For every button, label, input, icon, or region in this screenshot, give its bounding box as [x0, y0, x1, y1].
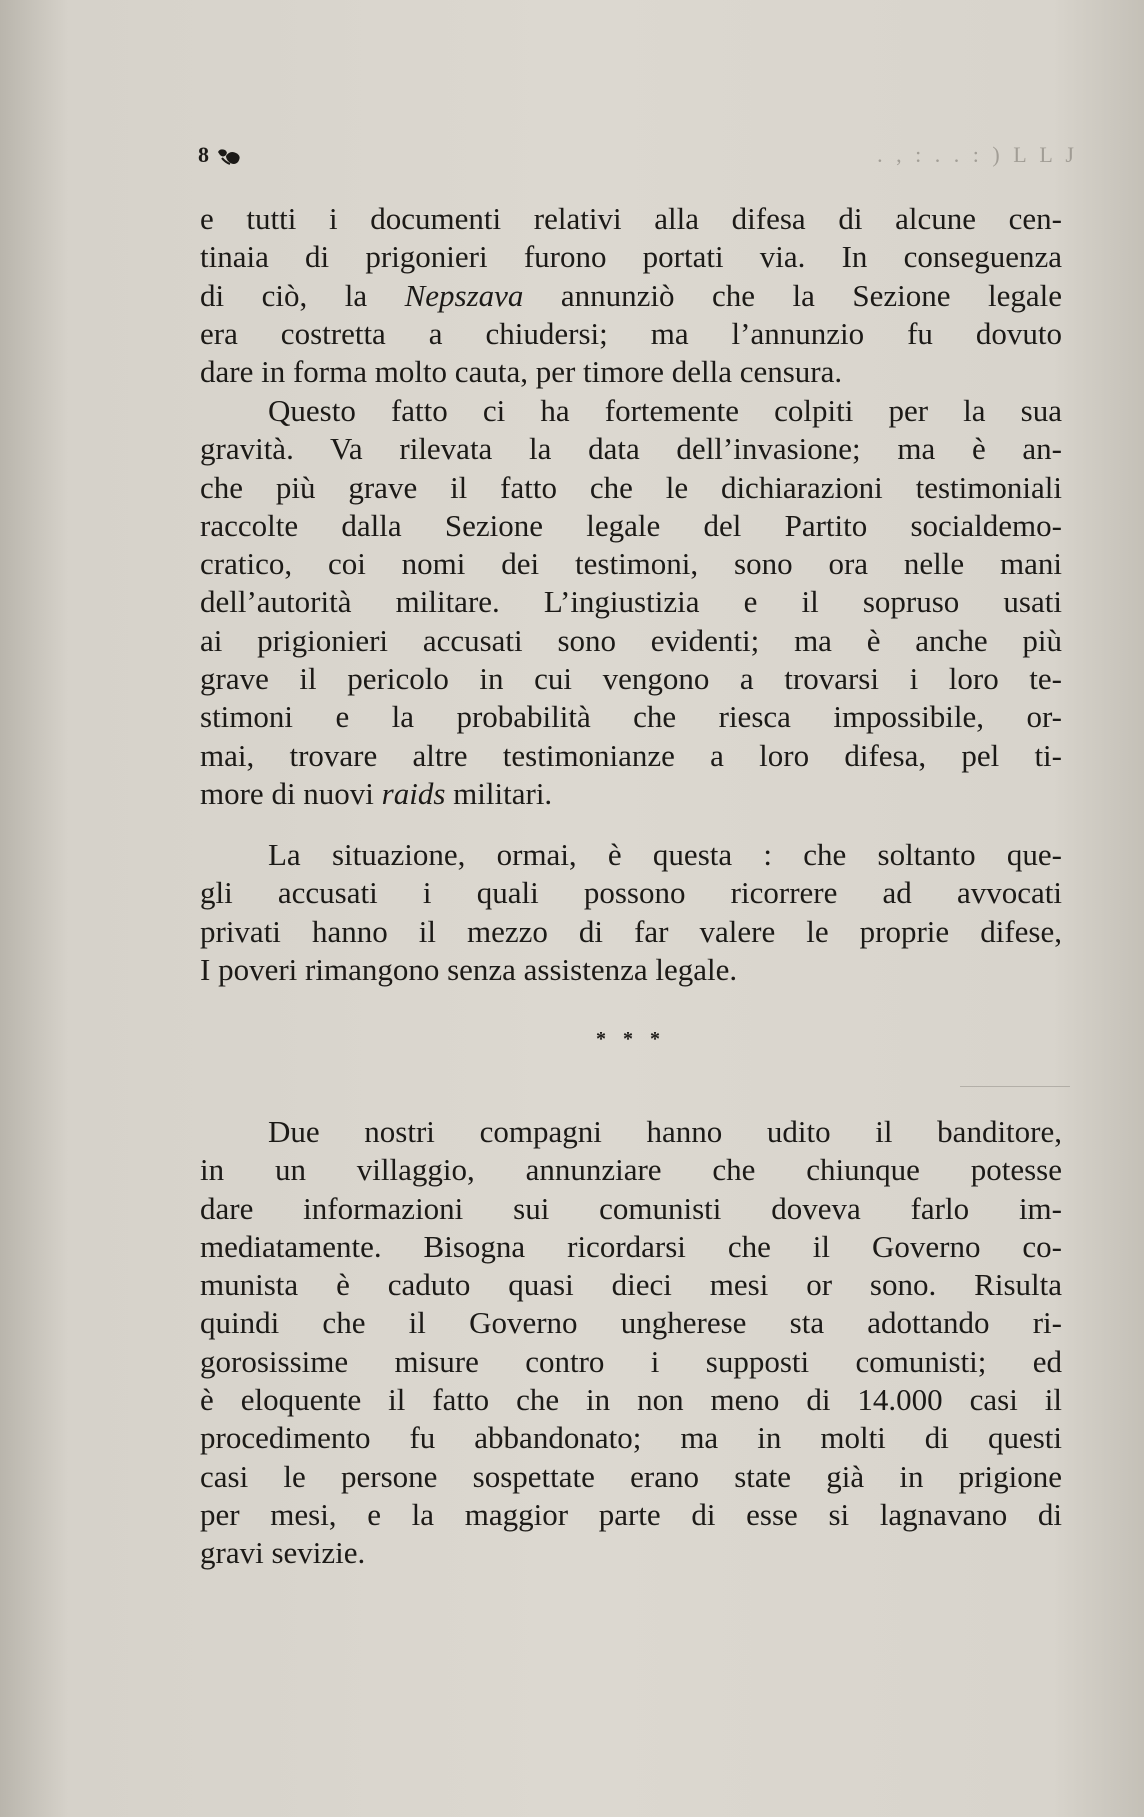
- text-line: dare informazioni sui comunisti doveva farlo im-: [200, 1190, 1062, 1226]
- text-line: raccolte dalla Sezione legale del Partito socialdemo-: [200, 507, 1062, 543]
- paragraph-1: [200, 200, 1062, 391]
- text-line: che più grave il fatto che le dichiarazioni testimoniali: [200, 469, 1062, 505]
- text-line: Due nostri compagni hanno udito il banditore,: [268, 1114, 1062, 1149]
- leaf-ornament-icon: [216, 146, 244, 168]
- text-line: grave il pericolo in cui vengono a trovarsi i loro te-: [200, 661, 1062, 697]
- paragraph-4: [200, 1113, 1062, 1573]
- text-line: dare in forma molto cauta, per timore della censura.: [200, 354, 843, 390]
- text-line: e tutti i documenti relativi alla difesa di alcune cen-: [200, 201, 1062, 236]
- text-line: per mesi, e la maggior parte di esse si lagnavano di: [200, 1496, 1062, 1532]
- text-line: I poveri rimangono senza assistenza legale.: [200, 951, 738, 987]
- section-separator: * * *: [596, 1028, 666, 1050]
- text-line: dell’autorità militare. L’ingiustizia e il sopruso usati: [200, 584, 1062, 620]
- text-line: procedimento fu abbandonato; ma in molti di questi: [200, 1420, 1062, 1456]
- text-line: tinaia di prigonieri furono portati via. In conseguenza: [200, 239, 1062, 275]
- text-line: in un villaggio, annunziare che chiunque potesse: [200, 1152, 1062, 1188]
- bleed-through-rule: [960, 1086, 1070, 1087]
- page-header: [198, 142, 1078, 182]
- text-line: privati hanno il mezzo di far valere le proprie difese,: [200, 913, 1062, 949]
- page-number: 8: [198, 142, 209, 167]
- text-line: casi le persone sospettate erano state già in prigione: [200, 1458, 1062, 1494]
- text-line: ai prigionieri accusati sono evidenti; ma è anche più: [200, 622, 1062, 658]
- text-line: gli accusati i quali possono ricorrere ad avvocati: [200, 875, 1062, 911]
- text-line: Questo fatto ci ha fortemente colpiti per la sua: [268, 393, 1062, 428]
- text-line: mediatamente. Bisogna ricordarsi che il Governo co-: [200, 1228, 1062, 1264]
- text-line: stimoni e la probabilità che riesca impossibile, or-: [200, 699, 1062, 735]
- text-line: gorosissime misure contro i supposti comunisti; ed: [200, 1343, 1062, 1379]
- text-line: di ciò, la Nepszava annunziò che la Sezione legale: [200, 277, 1062, 313]
- paragraph-2: [200, 392, 1062, 813]
- text-line: cratico, coi nomi dei testimoni, sono ora nelle mani: [200, 546, 1062, 582]
- text-line: more di nuovi raids militari.: [200, 775, 553, 811]
- text-line: è eloquente il fatto che in non meno di 14.000 casi il: [200, 1382, 1062, 1418]
- text-line: gravi sevizie.: [200, 1535, 366, 1571]
- text-line: gravità. Va rilevata la data dell’invasione; ma è an-: [200, 431, 1062, 467]
- text-line: La situazione, ormai, è questa : che soltanto que-: [268, 837, 1062, 872]
- paragraph-3: [200, 836, 1062, 989]
- text-line: era costretta a chiudersi; ma l’annunzio fu dovuto: [200, 315, 1062, 351]
- text-line: mai, trovare altre testimonianze a loro difesa, pel ti-: [200, 737, 1062, 773]
- text-line: quindi che il Governo ungherese sta adottando ri-: [200, 1305, 1062, 1341]
- text-line: munista è caduto quasi dieci mesi or sono. Risulta: [200, 1267, 1062, 1303]
- bleed-through-header: . , : . . : ) L L J: [877, 142, 1078, 167]
